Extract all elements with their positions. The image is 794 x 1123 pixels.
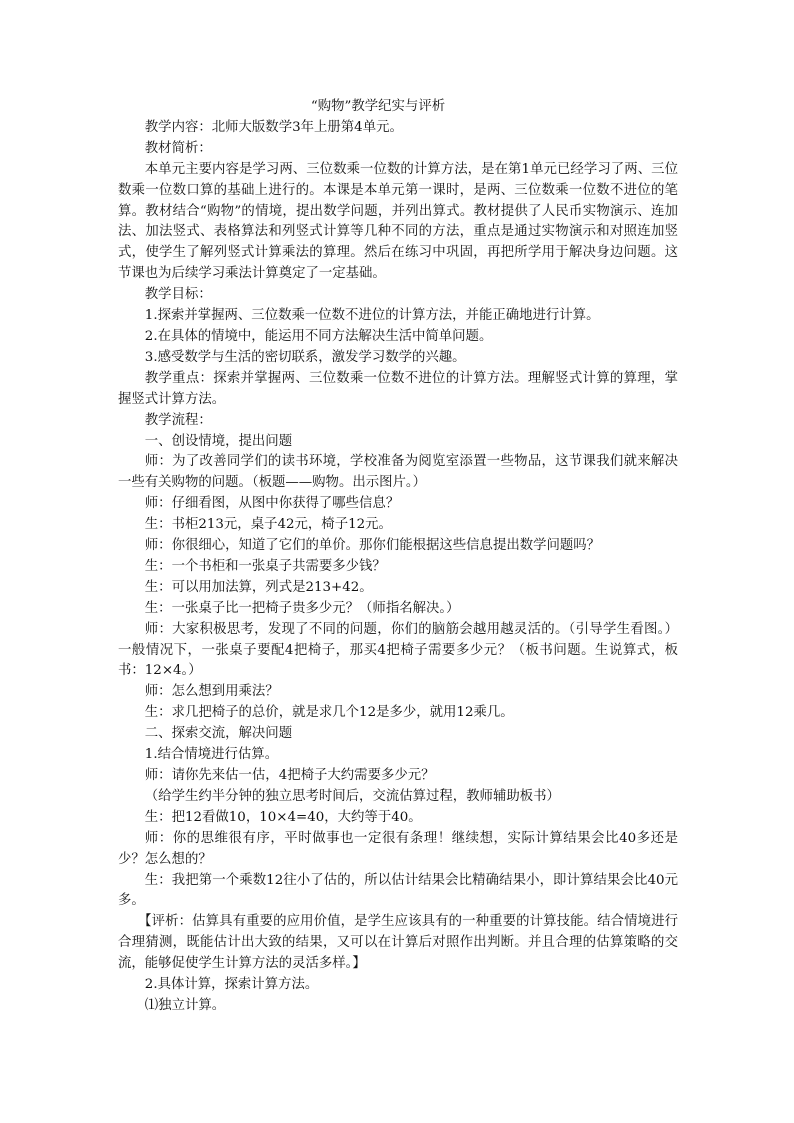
dialogue-line: 生：书柜213元，桌子42元，椅子12元。 (144, 517, 392, 533)
dialogue-line: 生：把12看做10，10×4=40，大约等于40。 (144, 809, 422, 825)
subsection-heading: 2.具体计算，探索计算方法。 (144, 977, 319, 993)
dialogue-line: 师：你的思维很有序，平时做事也一定很有条理！继续想，实际计算结果会比40多还是少？怎么想的？ (118, 830, 678, 867)
goal-item: 1.探索并掌握两、三位数乘一位数不进位的计算方法，并能正确地进行计算。 (144, 308, 600, 324)
sub-step-heading: ⑴独立计算。 (144, 997, 226, 1013)
dialogue-line: 师：怎么想到用乘法？ (144, 684, 279, 700)
dialogue-line: 生：一张桌子比一把椅子贵多少元？（师指名解决。） (144, 600, 460, 616)
teaching-process-heading: 教学流程： (144, 412, 212, 428)
goal-item: 3.感受数学与生活的密切联系，激发学习数学的兴趣。 (144, 349, 466, 365)
dialogue-line: 生：我把第一个乘数12往小了估的，所以估计结果会比精确结果小，即计算结果会比40元多。 (118, 872, 678, 909)
section-heading: 一、创设情境，提出问题 (144, 433, 293, 449)
subsection-heading: 1.结合情境进行估算。 (144, 747, 279, 763)
textbook-analysis-heading: 教材简析： (144, 140, 212, 156)
teaching-goals-heading: 教学目标： (144, 287, 212, 303)
dialogue-line: 生：可以用加法算，列式是213+42。 (144, 579, 373, 595)
stage-direction: （给学生约半分钟的独立思考时间后，交流估算过程，教师辅助板书） (144, 788, 560, 804)
section-heading: 二、探索交流，解决问题 (144, 726, 293, 742)
dialogue-line: 师：大家积极思考，发现了不同的问题，你们的脑筋会越用越灵活的。（引导学生看图。）一般情况下，一张桌子要配4把椅子，那买4把椅子需要多少元？（板书问题。生说算式，板书：12×4。） (118, 621, 678, 679)
teaching-content: 教学内容：北师大版数学3年上册第4单元。 (144, 119, 403, 135)
goal-item: 2.在具体的情境中，能运用不同方法解决生活中简单问题。 (144, 328, 493, 344)
dialogue-line: 生：求几把椅子的总价，就是求几个12是多少，就用12乘几。 (144, 705, 514, 721)
dialogue-line: 师：为了改善同学们的读书环境，学校准备为阅览室添置一些物品，这节课我们就来解决一些有关购物的问题。（板题——购物。出示图片。） (118, 454, 678, 491)
dialogue-line: 师：仔细看图，从图中你获得了哪些信息？ (144, 496, 400, 512)
document-body (118, 97, 678, 1017)
textbook-analysis-body: 本单元主要内容是学习两、三位数乘一位数的计算方法，是在第1单元已经学习了两、三位数乘一位数口算的基础上进行的。本课是本单元第一课时，是两、三位数乘一位数不进位的笔算。教材结合“购物”的情境，提出数学问题，并列出算式。教材提供了人民币实物演示、连加法、加法竖式、表格算法和列竖式计算等几种不同的方法，重点是通过实物演示和对照连加竖式，使学生了解列竖式计算乘法的算理。然后在练习中巩固，再把所学用于解决身边问题。这节课也为后续学习乘法计算奠定了一定基础。 (118, 161, 678, 282)
teaching-focus: 教学重点：探索并掌握两、三位数乘一位数不进位的计算方法。理解竖式计算的算理，掌握竖式计算方法。 (118, 370, 678, 407)
dialogue-line: 师：请你先来估一估，4把椅子大约需要多少元？ (144, 768, 435, 783)
commentary-paragraph: 【评析：估算具有重要的应用价值，是学生应该具有的一种重要的计算技能。结合情境进行合理猜测，既能估计出大致的结果，又可以在计算后对照作出判断。并且合理的估算策略的交流，能够促使学生计算方法的灵活多样。】 (118, 914, 678, 972)
dialogue-line: 生：一个书柜和一张桌子共需要多少钱？ (144, 558, 386, 574)
document-title: “购物”教学纪实与评析 (310, 99, 446, 114)
dialogue-line: 师：你很细心，知道了它们的单价。那你们能根据这些信息提出数学问题吗？ (144, 538, 601, 554)
